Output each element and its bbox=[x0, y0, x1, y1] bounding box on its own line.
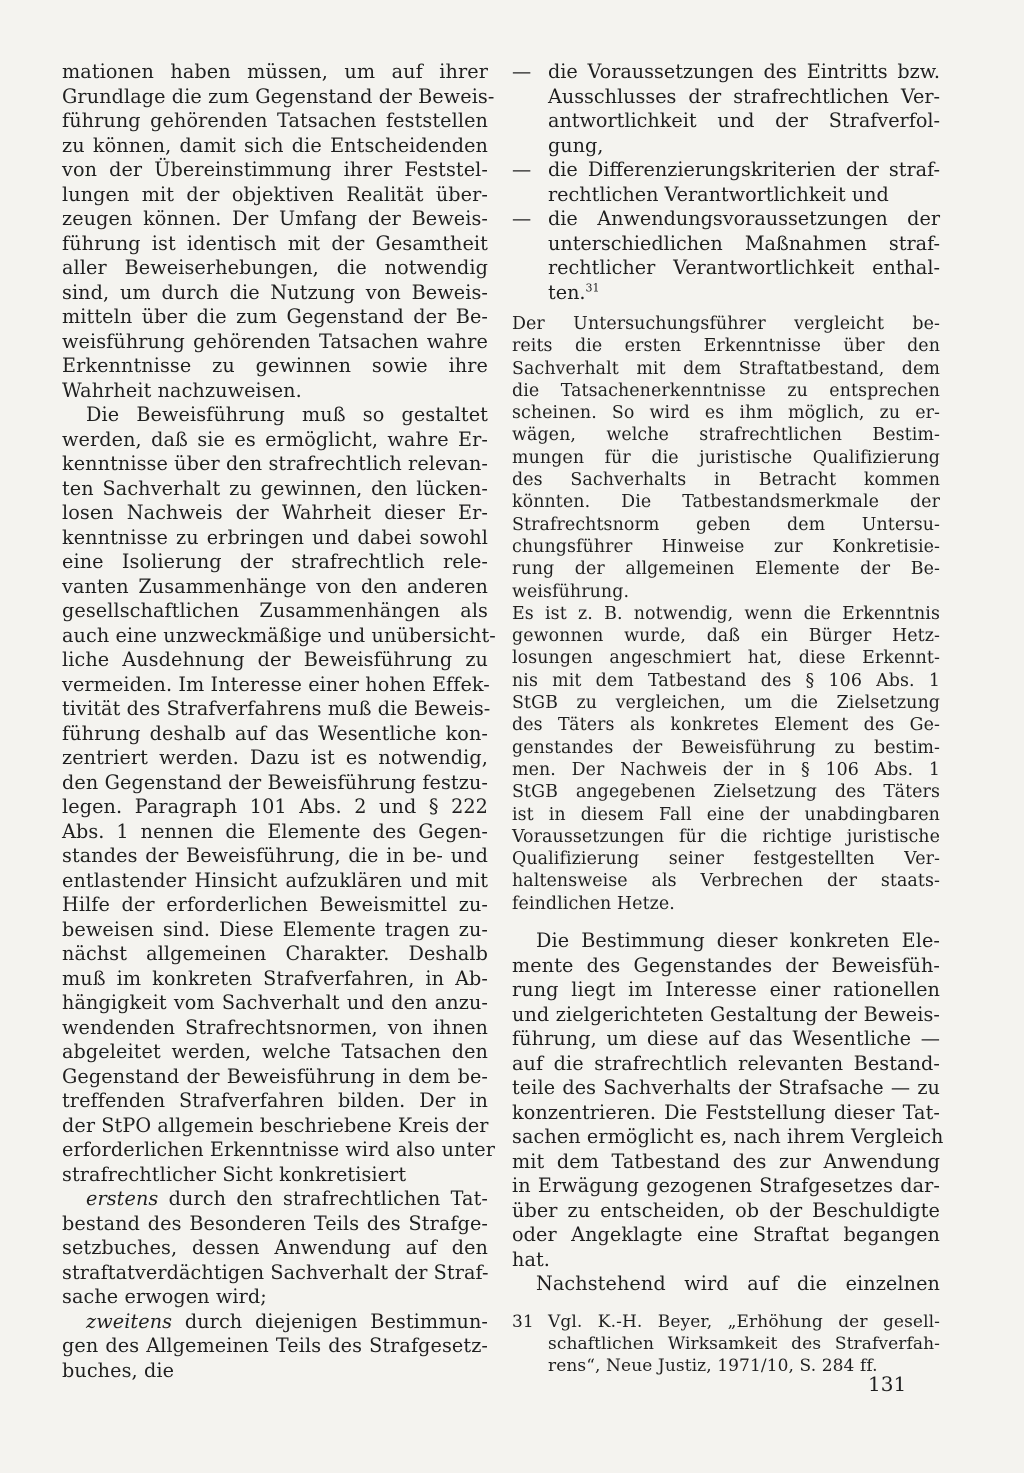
right-column bbox=[512, 60, 944, 1377]
text-line: Wahrheit nachzuweisen. bbox=[62, 378, 302, 402]
paragraph-zweitens bbox=[62, 1310, 488, 1335]
list-item-cont bbox=[512, 183, 940, 208]
text-line: treffenden Strafverfahren bilden. Der in bbox=[62, 1089, 488, 1112]
text-line: straftatverdächtigen Sachverhalt der Straf- bbox=[62, 1260, 489, 1284]
list-item-cont bbox=[512, 134, 940, 159]
text-line: bestand des Besonderen Teils des Strafge- bbox=[62, 1211, 488, 1235]
text-fragment: ten. bbox=[548, 280, 586, 304]
text-line: führung deshalb auf das Wesentliche kon- bbox=[62, 721, 488, 745]
text-line: haltensweise als Verbrechen der staats- bbox=[512, 871, 940, 892]
footnote-number: 31 bbox=[512, 1311, 534, 1332]
text-line: den Gegenstand der Beweisführung festzu- bbox=[62, 770, 488, 794]
paragraph-start: Die Beweisführung muß so gestaltet bbox=[86, 403, 488, 426]
text-line: führung gehörenden Tatsachen feststellen bbox=[62, 109, 488, 132]
text-line: kenntnisse über den strafrechtlich relevan- bbox=[62, 452, 488, 475]
text-line: auch eine unzweckmäßige und unübersicht- bbox=[62, 623, 496, 647]
text-line: eine Isolierung der strafrechtlich rele- bbox=[62, 550, 488, 573]
list-text: die Voraussetzungen des Eintritts bzw. bbox=[548, 60, 940, 83]
text-line: men. Der Nachweis der in § 106 Abs. 1 bbox=[512, 759, 940, 780]
text-line: von der Übereinstimmung ihrer Feststel- bbox=[62, 158, 488, 181]
dash-spacer bbox=[512, 232, 548, 257]
text-line: legen. Paragraph 101 Abs. 2 und § 222 bbox=[62, 795, 488, 818]
emphasis-zweitens: zweitens bbox=[86, 1309, 173, 1333]
list-text: die Anwendungsvoraussetzungen der bbox=[548, 207, 940, 230]
text-line: wägen, welche strafrechtlichen Bestim- bbox=[512, 425, 940, 446]
text-line: sind, um durch die Nutzung von Beweis- bbox=[62, 280, 488, 304]
text-line: vermeiden. Im Interesse einer hohen Effek- bbox=[62, 672, 490, 696]
list-text: unterschiedlichen Maßnahmen straf- bbox=[548, 231, 940, 255]
text-line: weisführung gehörenden Tatsachen wahre bbox=[62, 329, 488, 353]
footnote-line: schaftlichen Wirksamkeit des Strafverfah- bbox=[548, 1333, 940, 1354]
text-line: genstandes der Beweisführung zu bestim- bbox=[512, 737, 940, 758]
text-line: ten Sachverhalt zu gewinnen, den lücken- bbox=[62, 476, 488, 500]
paragraph-start: Nachstehend wird auf die einzelnen bbox=[536, 1272, 940, 1296]
text-line: entlastender Hinsicht aufzuklären und mit bbox=[62, 868, 488, 892]
text-line: Voraussetzungen für die richtige juristische bbox=[512, 826, 940, 847]
text-line: scheinen. So wird es ihm möglich, zu er- bbox=[512, 403, 940, 424]
dash-spacer bbox=[512, 109, 548, 134]
text-line: Grundlage die zum Gegenstand der Beweis- bbox=[62, 84, 495, 108]
paragraph-erstens bbox=[62, 1187, 488, 1212]
text-line: erforderlichen Erkenntnisse wird also unter bbox=[62, 1138, 496, 1161]
list-item bbox=[512, 207, 940, 232]
text-line: oder Angeklagte eine Straftat begangen bbox=[512, 1223, 940, 1247]
list-item-cont bbox=[512, 109, 940, 134]
list-text bbox=[548, 281, 940, 306]
text-line: führung ist identisch mit der Gesamtheit bbox=[62, 231, 488, 255]
text-line: des Täters als konkretes Element des Ge- bbox=[512, 715, 940, 736]
paragraph-start: Die Bestimmung dieser konkreten Ele- bbox=[536, 929, 940, 953]
text-line: weisführung. bbox=[512, 581, 630, 602]
text-line: rung der allgemeinen Elemente der Be- bbox=[512, 559, 940, 580]
main-paragraph bbox=[512, 929, 944, 1297]
text-line: mitteln über die zum Gegenstand der Be- bbox=[62, 305, 488, 328]
text-line: des Sachverhalts in Betracht kommen bbox=[512, 470, 940, 491]
dash-marker: — bbox=[512, 207, 532, 230]
text-line: hat. bbox=[512, 1247, 551, 1271]
text-line: kenntnisse zu erbringen und dabei sowohl bbox=[62, 525, 488, 549]
text-line: StGB zu vergleichen, um die Zielsetzung bbox=[512, 693, 940, 714]
text-line: mit dem Tatbestand des zur Anwendung bbox=[512, 1149, 940, 1173]
footnote-line: rens“, Neue Justiz, 1971/10, S. 284 ff. bbox=[548, 1355, 878, 1376]
list-item-cont bbox=[512, 281, 940, 306]
list-text: Ausschlusses der strafrechtlichen Ver- bbox=[548, 84, 940, 108]
list-text: rechtlicher Verantwortlichkeit enthal- bbox=[548, 256, 940, 279]
text-line: mationen haben müssen, um auf ihrer bbox=[62, 60, 488, 83]
text-line: buches, die bbox=[62, 1358, 175, 1382]
spacer bbox=[512, 305, 940, 313]
text-line: teile des Sachverhalts der Strafsache — zu bbox=[512, 1076, 940, 1100]
text-line: Es ist z. B. notwendig, wenn die Erkenntnis bbox=[512, 603, 940, 624]
text-line: Strafrechtsnorm geben dem Untersu- bbox=[512, 514, 940, 535]
text-line: StGB angegebenen Zielsetzung des Täters bbox=[512, 782, 940, 803]
footnote-reference: 31 bbox=[585, 281, 600, 295]
text-line: gewonnen wurde, daß ein Bürger Hetz- bbox=[512, 626, 940, 647]
text-line: feindlichen Hetze. bbox=[512, 893, 675, 914]
spacer bbox=[512, 915, 940, 929]
list-text: antwortlichkeit und der Strafverfol- bbox=[548, 109, 940, 132]
text-line: abgeleitet werden, welche Tatsachen den bbox=[62, 1040, 488, 1063]
dash-marker: — bbox=[512, 158, 532, 181]
text-line: sache erwogen wird; bbox=[62, 1285, 267, 1308]
text-line: werden, daß sie es ermöglicht, wahre Er- bbox=[62, 427, 488, 451]
text-line: Erkenntnisse zu gewinnen sowie ihre bbox=[62, 354, 488, 377]
text-line: wendenden Strafrechtsnormen, von ihnen bbox=[62, 1015, 488, 1039]
text-line: reits die ersten Erkenntnisse über den bbox=[512, 336, 940, 357]
list-text: gung, bbox=[548, 133, 604, 157]
text-line: über zu entscheiden, ob der Beschuldigte bbox=[512, 1198, 940, 1222]
footnote-line bbox=[512, 1311, 940, 1333]
text-line: ist in diesem Fall eine der unabdingbaren bbox=[512, 804, 940, 825]
text-line: standes der Beweisführung, die in be- und bbox=[62, 844, 488, 867]
list-item bbox=[512, 60, 940, 85]
text-line: mente des Gegenstandes der Beweisfüh- bbox=[512, 953, 940, 977]
text-line: zeugen können. Der Umfang der Beweis- bbox=[62, 207, 488, 230]
text-line: strafrechtlicher Sicht konkretisiert bbox=[62, 1162, 407, 1186]
text-fragment: durch diejenigen Bestimmun- bbox=[172, 1309, 488, 1333]
text-line: nächst allgemeinen Charakter. Deshalb bbox=[62, 942, 488, 965]
text-line: Gegenstand der Beweisführung in dem be- bbox=[62, 1064, 488, 1088]
dash-spacer bbox=[512, 256, 548, 281]
text-line: die Tatsachenerkenntnisse zu entsprechen bbox=[512, 380, 940, 401]
list-item-cont bbox=[512, 256, 940, 281]
dash-spacer bbox=[512, 85, 548, 110]
text-line: Qualifizierung seiner festgestellten Ver- bbox=[512, 849, 940, 870]
list-text: rechtlichen Verantwortlichkeit und bbox=[548, 182, 889, 206]
text-line: losen Nachweis der Wahrheit dieser Er- bbox=[62, 501, 488, 524]
text-line: hängigkeit vom Sachverhalt und den anzu- bbox=[62, 991, 488, 1014]
text-line: lungen mit der objektiven Realität über- bbox=[62, 182, 488, 206]
text-line: sachen ermöglicht es, nach ihrem Vergleich bbox=[512, 1125, 944, 1149]
text-line: zentriert werden. Dazu ist es notwendig, bbox=[62, 746, 488, 769]
text-line: auf die strafrechtlich relevanten Bestand- bbox=[512, 1051, 940, 1075]
text-line: konzentrieren. Die Feststellung dieser Tat- bbox=[512, 1100, 940, 1124]
dash-list bbox=[512, 60, 940, 305]
dash-spacer bbox=[512, 183, 548, 208]
text-line: mungen für die juristische Qualifizierung bbox=[512, 447, 940, 468]
text-line: nis mit dem Tatbestand des § 106 Abs. 1 bbox=[512, 670, 940, 691]
text-line: tivität des Strafverfahrens muß die Beweis- bbox=[62, 697, 491, 720]
text-line: Sachverhalt mit dem Straftatbestand, dem bbox=[512, 358, 940, 379]
text-line: liche Ausdehnung der Beweisführung zu bbox=[62, 648, 488, 671]
text-line: beweisen sind. Diese Elemente tragen zu- bbox=[62, 917, 488, 941]
text-line: und zielgerichteten Gestaltung der Beweis- bbox=[512, 1002, 940, 1026]
text-line: aller Beweiserhebungen, die notwendig bbox=[62, 256, 488, 279]
list-text: die Differenzierungskriterien der straf- bbox=[548, 158, 940, 181]
dash-spacer bbox=[512, 134, 548, 159]
text-line: Hilfe der erforderlichen Beweismittel zu- bbox=[62, 893, 488, 916]
text-line: könnten. Die Tatbestandsmerkmale der bbox=[512, 492, 940, 513]
text-line: zu können, damit sich die Entscheidenden bbox=[62, 133, 488, 157]
text-line: chungsführer Hinweise zur Konkretisie- bbox=[512, 536, 940, 557]
list-item-cont bbox=[512, 232, 940, 257]
text-line: gesellschaftlichen Zusammenhängen als bbox=[62, 599, 488, 622]
dash-marker: — bbox=[512, 60, 532, 83]
footnote-text: Vgl. K.-H. Beyer, „Erhöhung der gesell- bbox=[548, 1311, 940, 1332]
text-line: der StPO allgemein beschriebene Kreis der bbox=[62, 1113, 489, 1137]
text-line: setzbuches, dessen Anwendung auf den bbox=[62, 1236, 488, 1259]
example-box bbox=[512, 313, 940, 915]
text-line: muß im konkreten Strafverfahren, in Ab- bbox=[62, 966, 488, 990]
footnote bbox=[512, 1311, 940, 1377]
text-line: in Erwägung gezogenen Strafgesetzes dar- bbox=[512, 1174, 940, 1198]
list-item-cont bbox=[512, 85, 940, 110]
left-column bbox=[62, 60, 496, 1383]
list-item bbox=[512, 158, 940, 183]
text-line: führung, um diese auf das Wesentliche — bbox=[512, 1027, 940, 1051]
text-line: Abs. 1 nennen die Elemente des Gegen- bbox=[62, 819, 488, 843]
text-fragment: durch den strafrechtlichen Tat- bbox=[158, 1187, 488, 1210]
text-line: vanten Zusammenhänge von den anderen bbox=[62, 574, 488, 598]
dash-spacer bbox=[512, 281, 548, 306]
page-number: 131 bbox=[868, 1372, 907, 1396]
text-line: losungen angeschmiert hat, diese Erkennt- bbox=[512, 648, 940, 669]
text-line: rung liegt im Interesse einer rationellen bbox=[512, 978, 940, 1002]
text-line: Der Untersuchungsführer vergleicht be- bbox=[512, 314, 940, 334]
emphasis-erstens: erstens bbox=[86, 1187, 159, 1210]
spacer bbox=[512, 1297, 940, 1311]
text-line: gen des Allgemeinen Teils des Strafgesetz- bbox=[62, 1334, 488, 1357]
